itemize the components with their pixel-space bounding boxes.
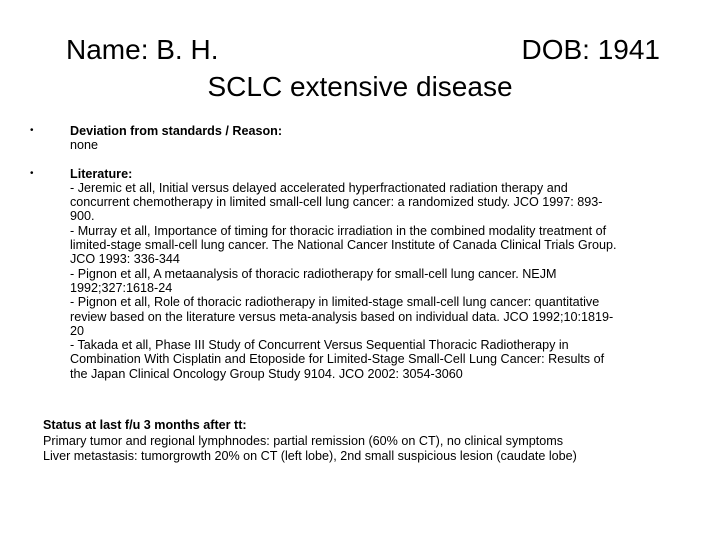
bullet-icon: • bbox=[30, 167, 34, 179]
bullet-list bbox=[30, 124, 710, 381]
literature-line: - Pignon et all, Role of thoracic radiotherapy in limited-stage small-cell lung cancer: quantitative bbox=[70, 295, 600, 310]
status-line: Primary tumor and regional lymphnodes: partial remission (60% on CT), no clinical symptoms bbox=[43, 433, 564, 448]
literature-line: - Jeremic et all, Initial versus delayed accelerated hyperfractionated radiation therapy and bbox=[70, 180, 568, 195]
status-section bbox=[43, 418, 713, 465]
diagnosis-title: SCLC extensive disease bbox=[207, 71, 513, 102]
bullet-literature bbox=[30, 167, 710, 381]
literature-line: Combination With Cisplatin and Etoposide for Limited-Stage Small-Cell Lung Cancer: Results of bbox=[70, 352, 605, 367]
bullet-icon: • bbox=[30, 125, 34, 136]
literature-line: - Murray et all, Importance of timing for thoracic irradiation in the combined modality treatment of bbox=[70, 223, 607, 238]
title-row bbox=[66, 30, 660, 70]
deviation-line: none bbox=[70, 138, 99, 153]
literature-line: the Japan Clinical Oncology Group Study 9104. JCO 2002: 3054-3060 bbox=[70, 366, 463, 381]
bullet-deviation bbox=[30, 124, 710, 153]
literature-heading: Literature: bbox=[70, 166, 133, 181]
literature-line: JCO 1993: 336-344 bbox=[70, 252, 180, 267]
patient-dob: DOB: 1941 bbox=[521, 34, 660, 65]
literature-line: 900. bbox=[70, 209, 95, 224]
patient-name: Name: B. H. bbox=[66, 34, 219, 65]
literature-line: - Takada et all, Phase III Study of Concurrent Versus Sequential Thoracic Radiotherapy in bbox=[70, 338, 569, 353]
status-line: Liver metastasis: tumorgrowth 20% on CT (left lobe), 2nd small suspicious lesion (caudate lobe) bbox=[43, 449, 577, 463]
literature-line: 20 bbox=[70, 323, 85, 338]
literature-line: limited-stage small-cell lung cancer. The National Cancer Institute of Canada Clinical Trials Group. bbox=[70, 238, 617, 253]
literature-line: concurrent chemotherapy in limited small-cell lung cancer: a randomized study. JCO 1997: 893- bbox=[70, 195, 603, 210]
literature-line: review based on the literature versus meta-analysis based on individual data. JCO 1992;10:1819- bbox=[70, 309, 614, 324]
literature-line: - Pignon et all, A metaanalysis of thoracic radiotherapy for small-cell lung cancer. NEJM bbox=[70, 266, 557, 281]
deviation-heading: Deviation from standards / Reason: bbox=[70, 124, 283, 138]
status-heading: Status at last f/u 3 months after tt: bbox=[43, 418, 247, 432]
literature-line: 1992;327:1618-24 bbox=[70, 280, 173, 295]
